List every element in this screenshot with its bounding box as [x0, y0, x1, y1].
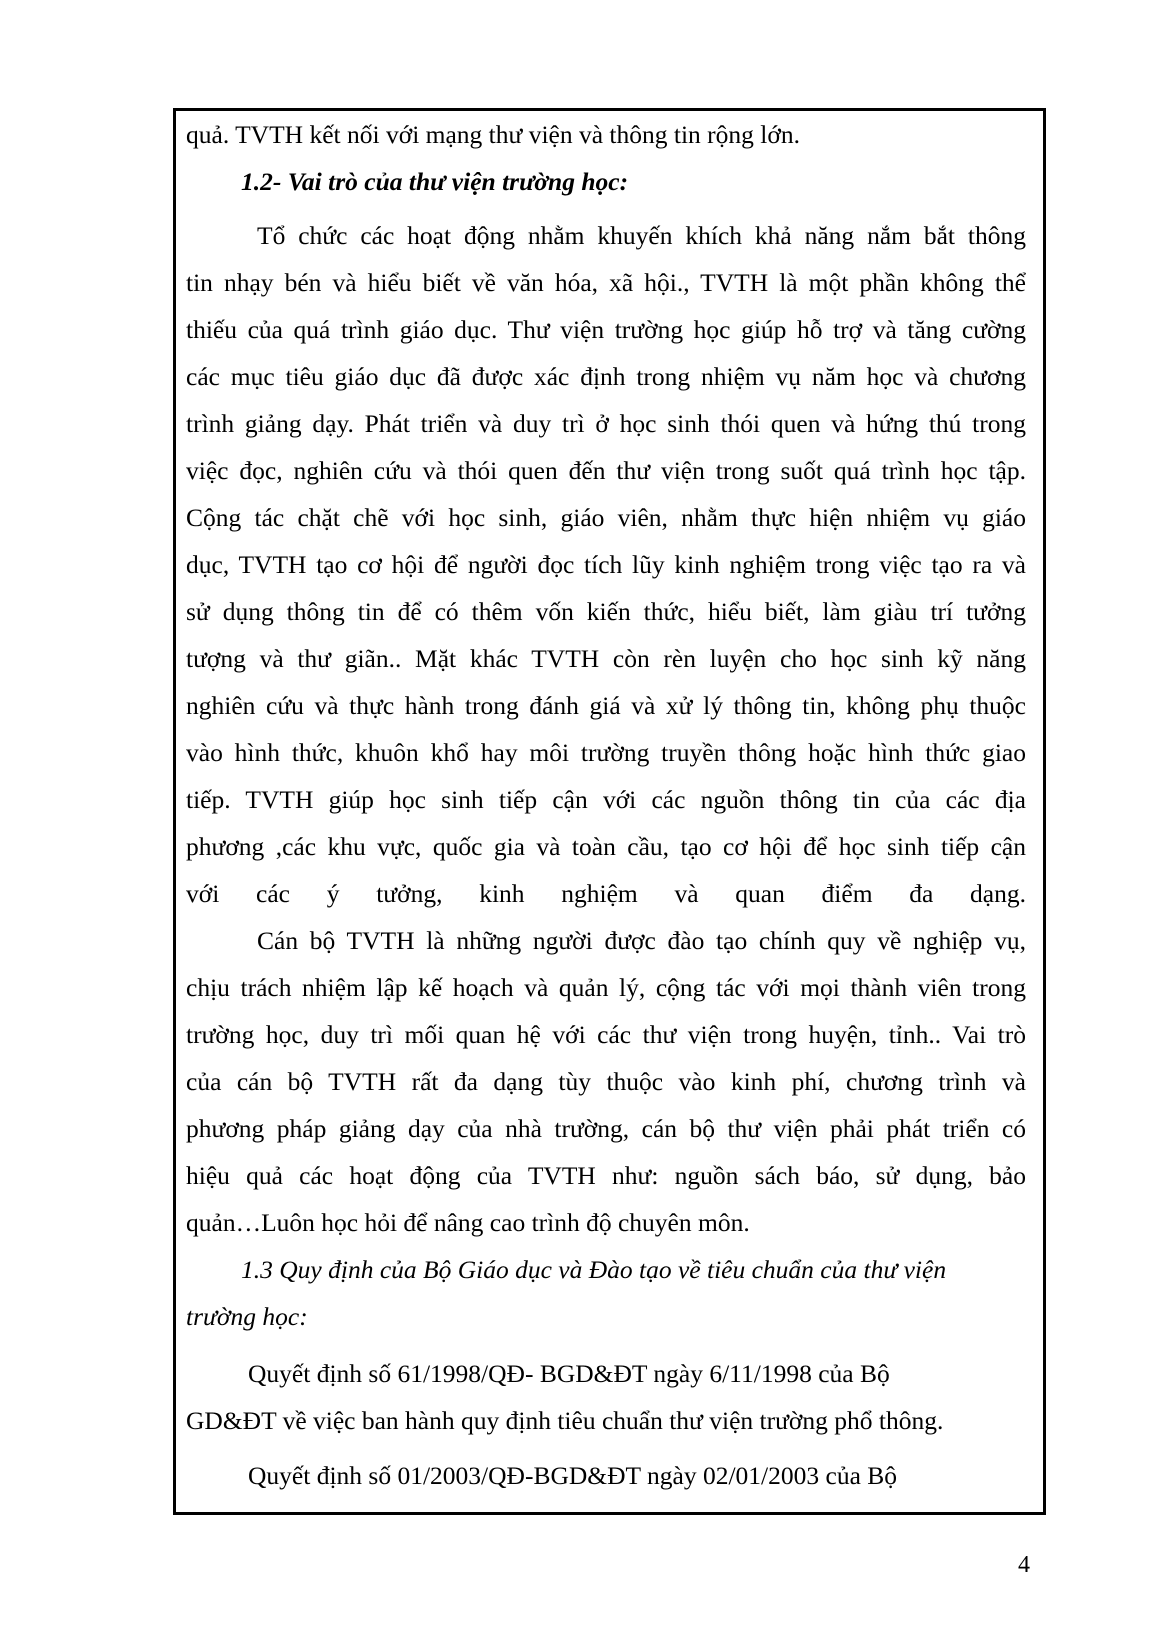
document-body: [186, 111, 1026, 1499]
text-line: Cộng tác chặt chẽ với học sinh, giáo viên, nhằm thực hiện nhiệm vụ giáo: [186, 503, 1026, 532]
text-line: trình giảng dạy. Phát triển và duy trì ở học sinh thói quen và hứng thú trong: [186, 409, 1026, 438]
text-line: vào hình thức, khuôn khổ hay môi trường truyền thông hoặc hình thức giao: [186, 738, 1026, 767]
text-line: các mục tiêu giáo dục đã được xác định trong nhiệm vụ năm học và chương: [186, 362, 1026, 391]
text-line: GD&ĐT về việc ban hành quy định tiêu chuẩn thư viện trường phổ thông.: [186, 1406, 944, 1435]
paragraph-role-of-library: [186, 212, 1026, 917]
text-line: Quyết định số 01/2003/QĐ-BGD&ĐT ngày 02/01/2003 của Bộ: [248, 1461, 898, 1490]
text-line: tin nhạy bén và hiểu biết về văn hóa, xã hội., TVTH là một phần không thể: [186, 268, 1026, 297]
section-heading-1-2: 1.2- Vai trò của thư viện trường học:: [241, 167, 629, 196]
text-line: phương ,các khu vực, quốc gia và toàn cầu, tạo cơ hội để học sinh tiếp cận: [186, 832, 1026, 861]
text-line: tiếp. TVTH giúp học sinh tiếp cận với các nguồn thông tin của các địa: [186, 785, 1026, 814]
text-line: dục, TVTH tạo cơ hội để người đọc tích lũy kinh nghiệm trong việc tạo ra và: [186, 550, 1026, 579]
text-line: trường học, duy trì mối quan hệ với các thư viện trong huyện, tỉnh.. Vai trò: [186, 1020, 1026, 1049]
text-line: Cán bộ TVTH là những người được đào tạo chính quy về nghiệp vụ,: [257, 926, 1026, 955]
text-line: chịu trách nhiệm lập kế hoạch và quản lý, cộng tác với mọi thành viên trong: [186, 973, 1026, 1002]
decision-01-2003: [186, 1452, 1026, 1499]
text-line: trường học:: [186, 1302, 308, 1331]
decision-61-1998: [186, 1350, 1026, 1444]
text-line: nghiên cứu và thực hành trong đánh giá và xử lý thông tin, không phụ thuộc: [186, 691, 1026, 720]
text-line: quản…Luôn học hỏi để nâng cao trình độ chuyên môn.: [186, 1208, 750, 1237]
text-line: tượng và thư giãn.. Mặt khác TVTH còn rèn luyện cho học sinh kỹ năng: [186, 644, 1026, 673]
text-line: của cán bộ TVTH rất đa dạng tùy thuộc vào kinh phí, chương trình và: [186, 1067, 1026, 1096]
paragraph-library-staff: [186, 917, 1026, 1246]
text-line: 1.3 Quy định của Bộ Giáo dục và Đào tạo về tiêu chuẩn của thư viện: [241, 1255, 947, 1284]
text-line: sử dụng thông tin để có thêm vốn kiến thức, hiểu biết, làm giàu trí tưởng: [186, 597, 1026, 626]
section-heading-1-3: [186, 1246, 1026, 1340]
text-line: với các ý tưởng, kinh nghiệm và quan điểm đa dạng.: [186, 879, 1026, 908]
text-line: phương pháp giảng dạy của nhà trường, cán bộ thư viện phải phát triển có: [186, 1114, 1026, 1143]
text-line: Quyết định số 61/1998/QĐ- BGD&ĐT ngày 6/11/1998 của Bộ: [248, 1359, 890, 1388]
text-line: việc đọc, nghiên cứu và thói quen đến thư viện trong suốt quá trình học tập.: [186, 456, 1026, 485]
text-line: thiếu của quá trình giáo dục. Thư viện trường học giúp hỗ trợ và tăng cường: [186, 315, 1026, 344]
text-line: Tổ chức các hoạt động nhằm khuyến khích khả năng nắm bắt thông: [257, 221, 1026, 250]
page-number: 4: [1018, 1552, 1030, 1578]
page-border-frame: [173, 108, 1046, 1515]
text-line: quả. TVTH kết nối với mạng thư viện và thông tin rộng lớn.: [186, 120, 800, 149]
text-line: hiệu quả các hoạt động của TVTH như: nguồn sách báo, sử dụng, bảo: [186, 1161, 1026, 1190]
